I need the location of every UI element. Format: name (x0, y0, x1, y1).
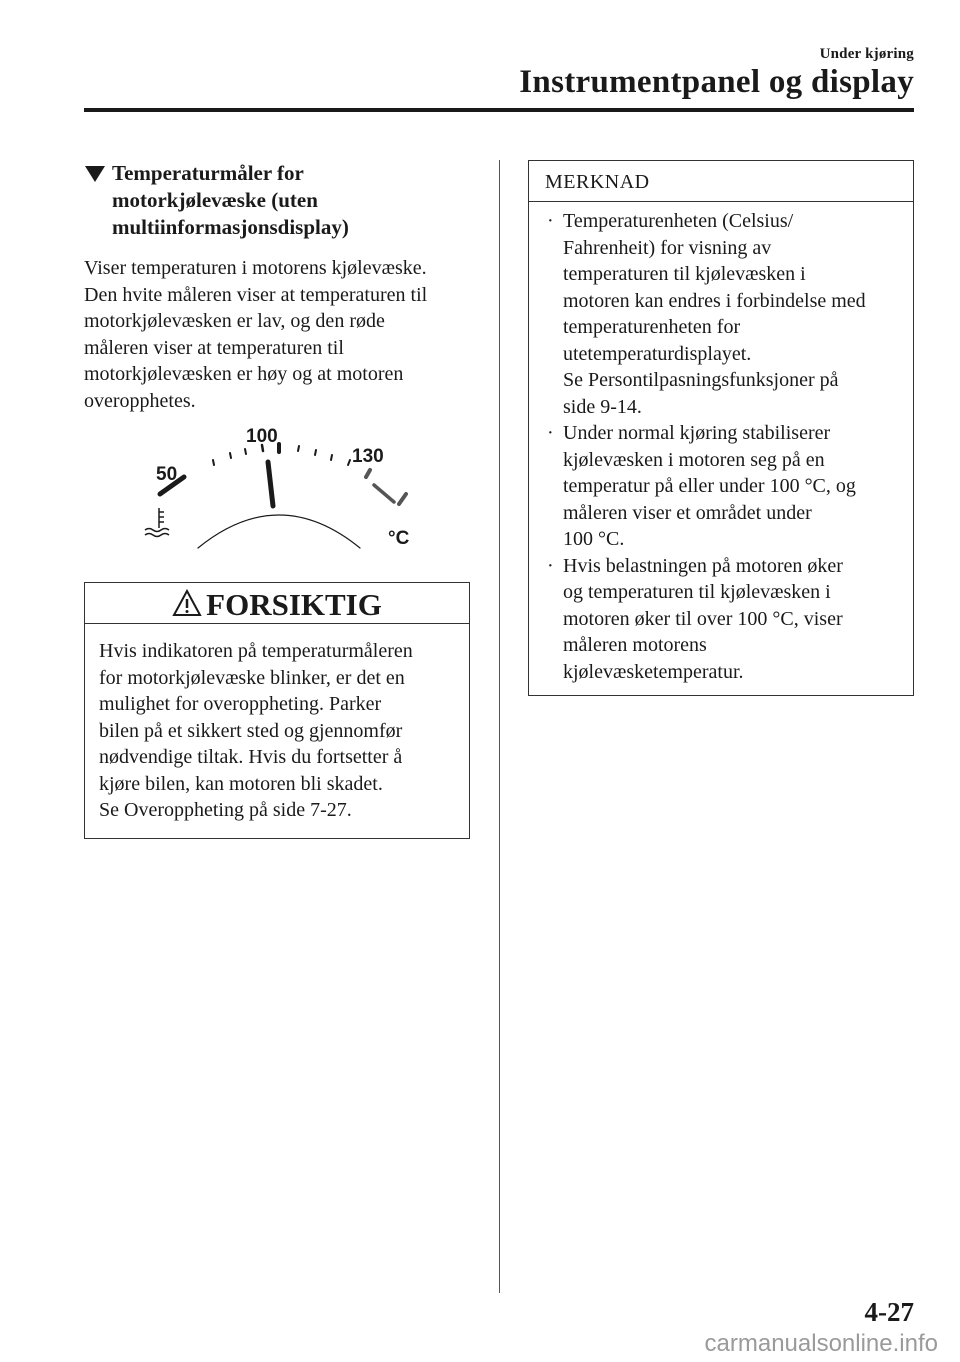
gauge-label-high: 130 (352, 446, 384, 467)
note-line: og temperaturen til kjølevæsken i (563, 581, 831, 603)
body-line: overopphetes. (84, 389, 196, 412)
section-body (84, 255, 472, 414)
gauge-tick (230, 453, 231, 458)
caution-line: bilen på et sikkert sted og gjennomfør (99, 719, 403, 742)
note-line: motoren kan endres i forbindelse med (563, 289, 866, 312)
note-item (543, 420, 901, 553)
heading-line: multiinformasjonsdisplay) (112, 215, 349, 239)
note-line: Temperaturenheten (Celsius/ (563, 210, 794, 232)
caution-line: nødvendige tiltak. Hvis du fortsetter å (99, 746, 403, 768)
running-section-label: Under kjøring (819, 46, 914, 62)
caution-box (84, 582, 470, 839)
gauge-unit-label: °C (388, 528, 410, 549)
note-line: temperaturenheten for (563, 316, 741, 338)
note-line: kjølevæsketemperatur. (563, 660, 744, 683)
note-line: kjølevæsken i motoren seg på en (563, 448, 825, 471)
note-line: Under normal kjøring stabiliserer (563, 422, 831, 444)
note-item (543, 208, 901, 420)
caution-title: FORSIKTIG (206, 587, 382, 622)
gauge-tick-red (366, 470, 370, 477)
gauge-tick-high (399, 494, 406, 504)
gauge-tick (245, 449, 246, 454)
note-line: side 9-14. (563, 395, 642, 418)
gauge-tick (315, 450, 316, 455)
note-item (543, 553, 901, 686)
gauge-tick (331, 455, 332, 460)
caution-line: kjøre bilen, kan motoren bli skadet. (99, 772, 383, 795)
section-heading (84, 160, 472, 241)
temperature-gauge-illustration (84, 424, 472, 564)
left-column (84, 160, 472, 839)
gauge-tick (348, 460, 350, 465)
body-line: Viser temperaturen i motorens kjølevæske. (84, 257, 427, 279)
gauge-arc (198, 515, 360, 548)
gauge-tick (213, 460, 214, 465)
gauge-tick (298, 446, 299, 451)
note-line: utetemperaturdisplayet. (563, 342, 752, 365)
note-line: måleren motorens (563, 634, 707, 656)
note-line: Hvis belastningen på motoren øker (563, 554, 843, 577)
gauge-red-zone (374, 485, 394, 502)
coolant-temperature-icon (145, 508, 169, 537)
caution-line: for motorkjølevæske blinker, er det en (99, 666, 405, 689)
chapter-title: Instrumentpanel og display (519, 64, 914, 100)
note-line: temperatur på eller under 100 °C, og (563, 475, 856, 497)
note-title: MERKNAD (529, 161, 913, 202)
caution-line: Se Overoppheting på side 7-27. (99, 799, 352, 821)
note-line: 100 °C. (563, 528, 625, 550)
body-line: Den hvite måleren viser at temperaturen til (84, 283, 428, 306)
watermark: carmanualsonline.info (704, 1330, 938, 1357)
warning-triangle-icon (172, 589, 202, 617)
caution-line: Hvis indikatoren på temperaturmåleren (99, 640, 413, 662)
body-line: måleren viser at temperaturen til (84, 336, 344, 359)
header-rule (84, 108, 914, 112)
body-line: motorkjølevæsken er lav, og den røde (84, 310, 385, 332)
temperature-gauge (142, 424, 422, 564)
caution-line: mulighet for overoppheting. Parker (99, 693, 382, 715)
gauge-label-low: 50 (156, 464, 178, 485)
note-body (529, 202, 913, 695)
heading-line: Temperaturmåler for (112, 161, 304, 185)
bullet-icon: · (547, 422, 554, 444)
note-box (528, 160, 914, 696)
bullet-icon: · (547, 554, 554, 577)
heading-line: motorkjølevæske (uten (112, 188, 318, 212)
caution-header (85, 583, 469, 624)
gauge-label-mid: 100 (246, 426, 278, 447)
triangle-marker-icon (85, 166, 105, 182)
note-line: temperaturen til kjølevæsken i (563, 263, 806, 285)
note-line: Fahrenheit) for visning av (563, 236, 772, 259)
body-line: motorkjølevæsken er høy og at motoren (84, 363, 404, 385)
note-line: motoren øker til over 100 °C, viser (563, 607, 843, 630)
gauge-needle (268, 462, 273, 506)
right-column (528, 160, 914, 696)
page-number: 4-27 (864, 1297, 914, 1327)
column-divider (499, 160, 500, 1293)
bullet-icon: · (547, 210, 554, 232)
note-line: måleren viser et området under (563, 501, 812, 524)
note-line: Se Persontilpasningsfunksjoner på (563, 369, 839, 391)
caution-body (85, 624, 469, 838)
